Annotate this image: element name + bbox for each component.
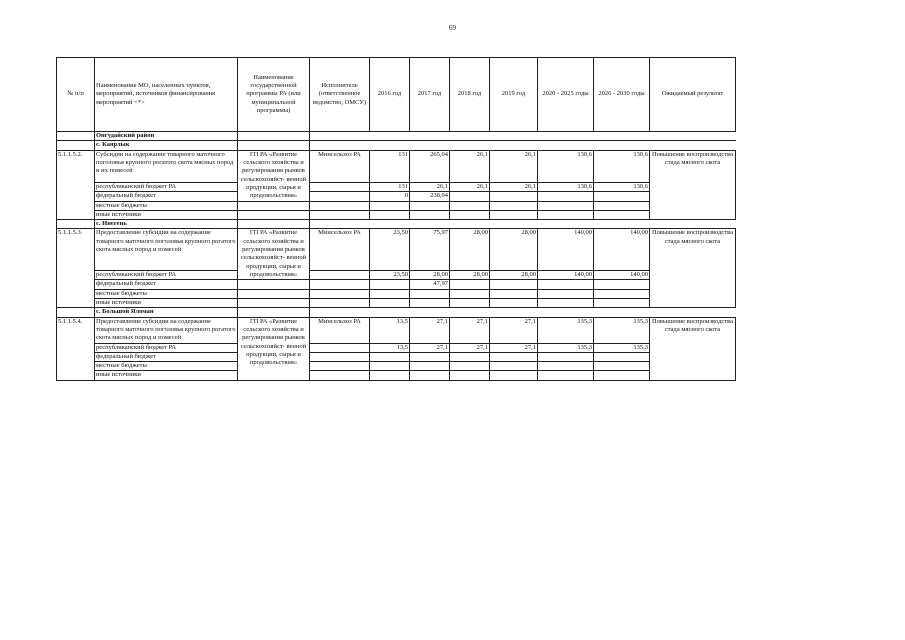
source-value: [450, 210, 490, 219]
source-value: [538, 201, 594, 210]
source-value: 131: [370, 182, 410, 191]
source-row: [57, 182, 736, 191]
value-2016: 131: [370, 150, 410, 182]
source-value: [370, 280, 410, 289]
header-executor: Исполнитель (ответственное ведомство, ОМСУ): [310, 58, 370, 132]
source-value: [450, 201, 490, 210]
value-2018: 28,00: [450, 229, 490, 271]
header-2016: 2016 год: [370, 58, 410, 132]
source-value: [370, 352, 410, 361]
source-value: [450, 280, 490, 289]
source-value: [594, 201, 650, 210]
program-table: [56, 57, 736, 381]
value-2026-2030: 140,00: [594, 229, 650, 271]
source-row: [57, 271, 736, 280]
source-value: 26,1: [450, 182, 490, 191]
value-2019: 27,1: [490, 317, 538, 343]
source-value: 28,00: [410, 271, 450, 280]
source-value: [594, 280, 650, 289]
source-value: [410, 362, 450, 371]
source-value: [450, 298, 490, 307]
source-value: [490, 210, 538, 219]
measure-num: 5.1.1.5.2.: [57, 150, 95, 220]
measure-title: Субсидии на содержание товарного маточного поголовья крупного рогатого скота мясных пород и их помесей: [95, 150, 238, 182]
value-2020-2025: 140,00: [538, 229, 594, 271]
source-value: 27,1: [450, 343, 490, 352]
source-name: иные источники: [95, 210, 238, 219]
source-name: иные источники: [95, 298, 238, 307]
source-value: [490, 298, 538, 307]
source-value: 130,6: [594, 182, 650, 191]
source-value: [538, 352, 594, 361]
source-row: [57, 343, 736, 352]
executor: Минсельхоз РА: [310, 229, 370, 271]
source-value: [370, 201, 410, 210]
value-2019: 26,1: [490, 150, 538, 182]
source-name: местные бюджеты: [95, 362, 238, 371]
source-row: [57, 371, 736, 380]
source-value: [410, 371, 450, 380]
value-2017: 265,04: [410, 150, 450, 182]
district-name: Онгудайский район: [95, 132, 238, 141]
value-2026-2030: 135,3: [594, 317, 650, 343]
program-name: ГП РА «Развитие сельского хозяйства и регулирования рынков сельскохозяйст- венной продукции, сырья и продовольствия»: [238, 317, 310, 380]
source-value: [450, 371, 490, 380]
source-value: [594, 192, 650, 201]
source-value: [370, 371, 410, 380]
value-2020-2025: 130,6: [538, 150, 594, 182]
source-value: [410, 352, 450, 361]
settlement-row: [57, 308, 736, 317]
source-value: [490, 289, 538, 298]
header-num: № п/п: [57, 58, 95, 132]
source-value: [490, 201, 538, 210]
measure-title: Предоставление субсидии на содержание товарного маточного поголовья крупного рогатого скота мясных пород и помесей: [95, 229, 238, 271]
source-value: [450, 289, 490, 298]
source-value: [370, 210, 410, 219]
settlement-name: с. Большой Яломан: [95, 308, 238, 317]
source-value: [538, 210, 594, 219]
source-value: [538, 280, 594, 289]
source-value: [490, 362, 538, 371]
source-value: [450, 352, 490, 361]
settlement-row: [57, 220, 736, 229]
source-value: [490, 371, 538, 380]
source-value: [538, 362, 594, 371]
source-row: [57, 192, 736, 201]
program-name: ГП РА «Развитие сельского хозяйства и регулирования рынков сельскохозяйст- венной продукции, сырья и продовольствия»: [238, 229, 310, 280]
source-value: 140,00: [538, 271, 594, 280]
measure-row: [57, 150, 736, 182]
settlement-name: с. Каярлык: [95, 141, 238, 150]
measure-num: 5.1.1.5.4.: [57, 317, 95, 380]
source-value: [410, 298, 450, 307]
source-row: [57, 280, 736, 289]
source-value: [538, 371, 594, 380]
measure-row: [57, 317, 736, 343]
source-value: [410, 289, 450, 298]
source-value: [538, 192, 594, 201]
value-2020-2025: 135,3: [538, 317, 594, 343]
source-value: [450, 192, 490, 201]
header-2019: 2019 год: [490, 58, 538, 132]
source-value: [538, 298, 594, 307]
source-value: [594, 289, 650, 298]
source-row: [57, 298, 736, 307]
header-row: [57, 58, 736, 132]
settlement-name: с. Инегень: [95, 220, 238, 229]
source-value: 0: [370, 192, 410, 201]
value-2018: 27,1: [450, 317, 490, 343]
source-name: иные источники: [95, 371, 238, 380]
source-value: 140,00: [594, 271, 650, 280]
source-value: 28,00: [450, 271, 490, 280]
source-name: местные бюджеты: [95, 201, 238, 210]
source-value: 28,00: [490, 271, 538, 280]
value-2017: 75,97: [410, 229, 450, 271]
source-value: [490, 352, 538, 361]
source-value: [594, 298, 650, 307]
source-value: 23,50: [370, 271, 410, 280]
source-value: 238,94: [410, 192, 450, 201]
source-value: 130,6: [538, 182, 594, 191]
source-value: 26,1: [490, 182, 538, 191]
source-value: [370, 298, 410, 307]
expected-result: Повышение воспроизводства стада мясного скота: [650, 150, 736, 220]
measure-num: 5.1.1.5.3.: [57, 229, 95, 308]
source-value: [594, 362, 650, 371]
source-row: [57, 352, 736, 361]
header-2018: 2018 год: [450, 58, 490, 132]
header-2026-2030: 2026 - 2030 годы: [594, 58, 650, 132]
source-value: [594, 352, 650, 361]
source-value: 27,1: [410, 343, 450, 352]
header-result: Ожидаемый результат: [650, 58, 736, 132]
source-value: [594, 210, 650, 219]
source-value: [490, 280, 538, 289]
source-name: местные бюджеты: [95, 289, 238, 298]
measure-row: [57, 229, 736, 271]
value-2016: 23,50: [370, 229, 410, 271]
source-row: [57, 362, 736, 371]
source-value: [410, 201, 450, 210]
executor: Минсельхоз РА: [310, 150, 370, 182]
source-name: республиканский бюджет РА: [95, 343, 238, 352]
source-row: [57, 289, 736, 298]
source-value: 13,5: [370, 343, 410, 352]
source-name: федеральный бюджет: [95, 352, 238, 361]
source-value: 26,1: [410, 182, 450, 191]
value-2019: 28,00: [490, 229, 538, 271]
value-2017: 27,1: [410, 317, 450, 343]
source-value: [450, 362, 490, 371]
source-value: 135,3: [538, 343, 594, 352]
source-value: 135,3: [594, 343, 650, 352]
expected-result: Повышение воспроизводства стада мясного скота: [650, 317, 736, 380]
executor: Минсельхоз РА: [310, 317, 370, 343]
source-value: [370, 289, 410, 298]
source-value: [594, 371, 650, 380]
source-value: [410, 210, 450, 219]
source-row: [57, 201, 736, 210]
source-value: [490, 192, 538, 201]
program-name: ГП РА «Развитие сельского хозяйства и регулирования рынков сельскохозяйст- венной продукции, сырья и продовольствия»: [238, 150, 310, 201]
page-number: 69: [449, 24, 456, 32]
value-2016: 13,5: [370, 317, 410, 343]
value-2026-2030: 130,6: [594, 150, 650, 182]
source-value: [538, 289, 594, 298]
source-row: [57, 210, 736, 219]
source-name: республиканский бюджет РА: [95, 271, 238, 280]
source-value: [370, 362, 410, 371]
expected-result: Повышение воспроизводства стада мясного скота: [650, 229, 736, 308]
header-program: Наименование государственной программы РА (или муниципальной программы): [238, 58, 310, 132]
measure-title: Предоставление субсидии на содержание товарного маточного поголовья крупного рогатого скота мясных пород и помесей: [96, 317, 236, 342]
source-value: 27,1: [490, 343, 538, 352]
source-value: 47,97: [410, 280, 450, 289]
settlement-row: [57, 141, 736, 150]
district-row: [57, 132, 736, 141]
source-name: федеральный бюджет: [95, 280, 238, 289]
source-name: республиканский бюджет РА: [95, 182, 238, 191]
value-2018: 26,1: [450, 150, 490, 182]
header-name: Наименование МО, населенных пунктов, мероприятий, источников финансирования мероприятий <*>: [95, 58, 238, 132]
header-2020-2025: 2020 - 2025 годы: [538, 58, 594, 132]
source-name: федеральный бюджет: [95, 192, 238, 201]
header-2017: 2017 год: [410, 58, 450, 132]
